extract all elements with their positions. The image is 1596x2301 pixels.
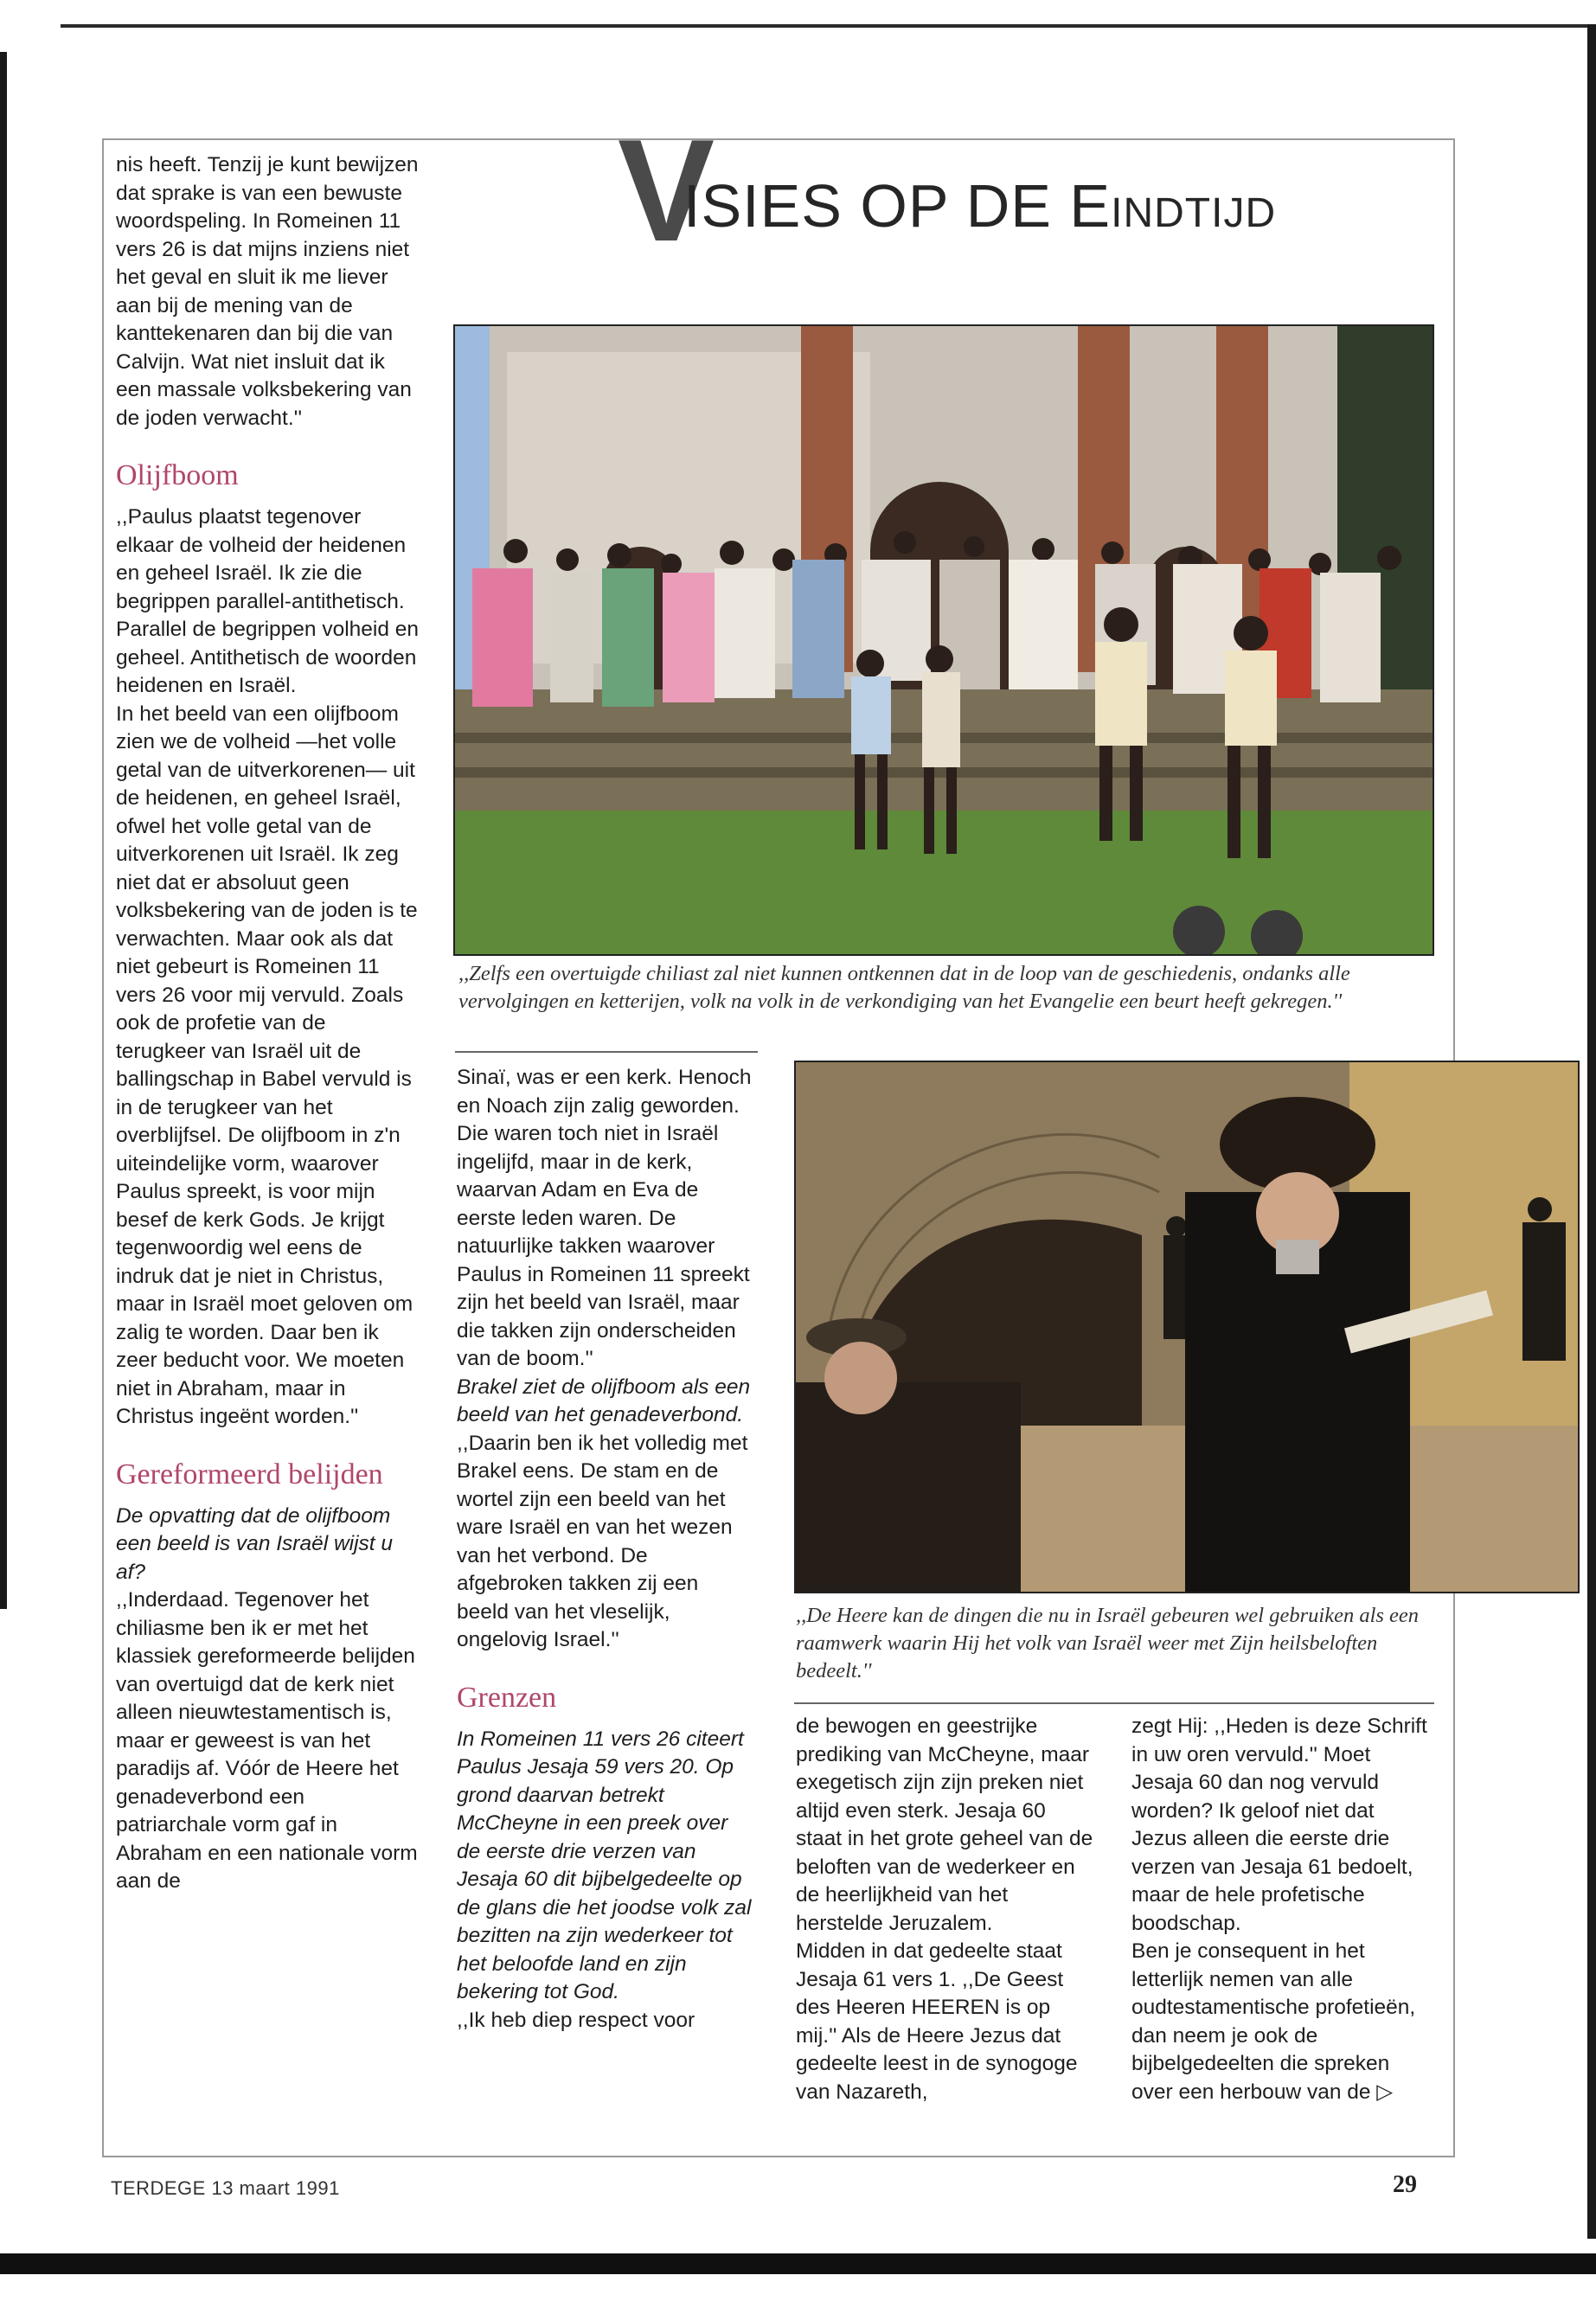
page-title [618, 109, 1448, 272]
page-number: 29 [1393, 2171, 1417, 2198]
column-4 [1131, 1713, 1430, 2106]
heading-gereformeerd-belijden: Gereformeerd belijden [116, 1458, 383, 1490]
col1-paragraph-3: In het beeld van een olijfboom zien we de volheid —het volle getal van de uitverkorenen— uit de heidenen, en geheel Israël, ofwel het volle getal van de uitverkorenen uit Israël. Ik zeg niet dat er absoluut geen volksbekering van de joden is te verwachten. Maar ook als dat niet gebeurt is Romeinen 11 vers 26 voor mij vervuld. Zoals ook de profetie van de terugkeer van Israël uit de ballingschap in Babel vervuld is in de terugkeer van het overblijfsel. De olijfboom in z'n uiteindelijke vorm, waarover Paulus spreekt, is voor mijn besef de kerk Gods. Je krijgt tegenwoordig wel eens de indruk dat je niet in Christus, maar in Israël moet geloven om zalig te worden. Daar ben ik zeer beducht voor. We moeten niet in Abraham, maar in Christus ingeënt worden.'' [116, 702, 418, 1428]
rabbi-photo-image [796, 1062, 1578, 1592]
title-rest: ISIES OP DE E [683, 172, 1112, 240]
heading-grenzen: Grenzen [457, 1681, 557, 1714]
col2-paragraph-3: ,,Daarin ben ik het volledig met Brakel eens. De stam en de wortel zijn een beeld van het ware Israël en van het wezen van het verbond. De afgebroken takken zij een beeld van het vleselijk, ongelovig Israel.'' [457, 1431, 748, 1651]
church-photo [453, 324, 1434, 956]
title-rest-small: INDTIJD [1111, 190, 1277, 236]
scan-edge-left [0, 52, 7, 1609]
rabbi-photo-caption: ,,De Heere kan de dingen die nu in Israël gebeuren wel gebruiken als een raamwerk waarin Hij het volk van Israël weer met Zijn heilsbeloften bedeelt.'' [796, 1604, 1420, 1682]
scan-edge-bottom [0, 2253, 1596, 2274]
church-photo-caption: ,,Zelfs een overtuigde chiliast zal niet kunnen ontkennen dat in de loop van de geschiedenis, ondanks alle vervolgingen en ketterijen, volk na volk in de verkondiging van het Evangelie een beurt heeft gekregen.'' [458, 962, 1350, 1013]
col1-question: De opvatting dat de olijfboom een beeld is van Israël wijst u af? [116, 1503, 394, 1584]
col1-paragraph-5: ,,Inderdaad. Tegenover het chiliasme ben ik er met het klassiek gereformeerde belijden van overtuigd dat de kerk niet alleen nieuwtestamentisch is, maar er geweest is van het paradijs af. Vóór de Heere het genadeverbond een patriarchale vorm gaf in Abraham en een nationale vorm aan de [116, 1588, 418, 1893]
col3-paragraph-2: Midden in dat gedeelte staat Jesaja 61 vers 1. ,,De Geest des Heeren HEEREN is op mij.'' Als de Heere Jezus dat gedeelte leest in de synogoge van Nazareth, [796, 1939, 1078, 2104]
rabbi-photo [794, 1061, 1580, 1593]
column-2 [457, 1064, 755, 2035]
col3-paragraph-1: de bewogen en geestrijke prediking van McCheyne, maar exegetisch zijn zijn preken niet altijd even sterk. Jesaja 60 staat in het grote geheel van de beloften van de wederkeer en de heerlijkheid van het herstelde Jeruzalem. [796, 1715, 1093, 1935]
scan-edge-right [1587, 24, 1596, 2239]
caption-rule-1 [455, 1051, 758, 1053]
heading-olijfboom: Olijfboom [116, 459, 239, 491]
col2-paragraph-1: Sinaï, was er een kerk. Henoch en Noach zijn zalig geworden. Die waren toch niet in Israël ingelijfd, maar in de kerk, waarvan Adam en Eva de eerste leden waren. De natuurlijke takken waarover Paulus in Romeinen 11 spreekt zijn het beeld van Israël, maar die takken zijn onderscheiden van de boom.'' [457, 1066, 752, 1370]
col1-paragraph-2: ,,Paulus plaatst tegenover elkaar de volheid der heidenen en geheel Israël. Ik zie die begrippen parallel-antithetisch. Parallel de begrippen volheid en geheel. Antithetisch de woorden heidenen en Israël. [116, 505, 420, 697]
footer-publication: TERDEGE 13 maart 1991 [111, 2177, 340, 2199]
col2-question-2: In Romeinen 11 vers 26 citeert Paulus Jesaja 59 vers 20. Op grond daarvan betrekt McCheyne in een preek over de eerste drie verzen van Jesaja 60 dit bijbelgedeelte op de glans die het joodse volk zal bezitten na zijn wederkeer tot het beloofde land en zijn bekering tot God. [457, 1727, 752, 2003]
col2-question: Brakel ziet de olijfboom als een beeld van het genadeverbond. [457, 1375, 751, 1426]
church-photo-image [455, 326, 1433, 954]
col1-paragraph-1: nis heeft. Tenzij je kunt bewijzen dat sprake is van een bewuste woordspeling. In Romeinen 11 vers 26 is dat mijns inziens niet het geval en sluit ik me liever aan bij de mening van de kanttekenaren dan bij die van Calvijn. Wat niet insluit dat ik een massale volksbekering van de joden verwacht.'' [116, 153, 419, 430]
col4-paragraph-1: zegt Hij: ,,Heden is deze Schrift in uw oren vervuld.'' Moet Jesaja 60 dan nog vervuld worden? Ik geloof niet dat Jezus alleen die eerste drie verzen van Jesaja 61 bedoelt, maar de hele profetische boodschap. [1131, 1715, 1427, 1935]
column-3 [796, 1713, 1094, 2106]
caption-rule-2 [794, 1702, 1434, 1704]
title-big-letter: V [618, 109, 715, 272]
col2-paragraph-5: ,,Ik heb diep respect voor [457, 2008, 695, 2032]
col4-paragraph-2: Ben je consequent in het letterlijk nemen van alle oudtestamentische profetieën, dan neem je ook de bijbelgedeelten die spreken over een herbouw van de ▷ [1131, 1939, 1416, 2104]
title-text [683, 171, 1276, 248]
scan-edge-top [61, 24, 1596, 28]
column-1 [116, 151, 420, 1896]
